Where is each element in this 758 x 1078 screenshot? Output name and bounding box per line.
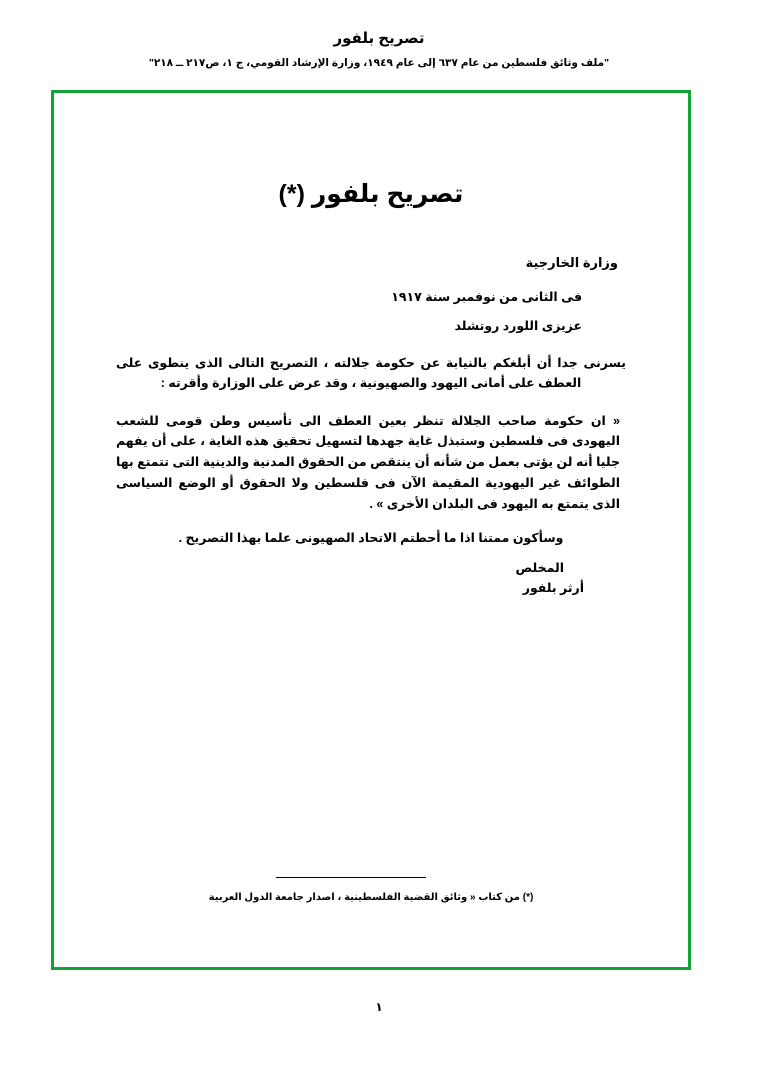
- signature-block: [116, 559, 590, 598]
- frame-inner-border: [63, 100, 679, 960]
- green-page-frame: [51, 90, 691, 970]
- ministry-label: وزارة الخارجية: [525, 255, 618, 270]
- document-header: [0, 0, 758, 70]
- footnote-area: [64, 877, 678, 903]
- paragraph-closing: وسأكون ممتنا اذا ما أحطتم الاتحاد الصهيونى علما بهذا التصريح .: [178, 531, 564, 546]
- document-main-title: تصريح بلفور (*): [278, 180, 464, 208]
- footnote-text: (*) من كتاب « وثائق القضية الفلسطينية ، اصدار جامعة الدول العربية: [208, 892, 534, 903]
- page-number: ١: [375, 1000, 383, 1014]
- footnote-divider: [276, 877, 426, 878]
- date-line: فى الثانى من نوفمبر سنة ١٩١٧: [391, 290, 582, 304]
- paragraph-declaration-quote: « ان حكومة صاحب الجلالة تنظر بعين العطف الى تأسيس وطن قومى للشعب اليهودى فى فلسطين وستبذل غاية جهدها لتسهيل تحقيق هذه الغاية ، على أن يفهم جليا أنه لن يؤتى بعمل من شأنه أن ينتقص من الحقوق المدنية والدينية التى تتمتع بها الطوائف غير اليهودية المقيمة الآن فى فلسطين ولا الحقوق أو الوضع السياسى الذى يتمتع به اليهود فى البلدان الأخرى » .: [116, 413, 620, 511]
- paragraph-intro: يسرنى جدا أن أبلغكم بالنيابة عن حكومة جلالته ، التصريح التالى الذى ينطوى على العطف على أمانى اليهود والصهيونية ، وقد عرض على الوزارة وأقرته :: [116, 356, 626, 391]
- salutation-line: عزيزى اللورد روتشلد: [454, 319, 582, 333]
- header-title: تصريح بلفور: [333, 30, 425, 47]
- document-body: [64, 101, 678, 598]
- header-source-citation: "ملف وثائق فلسطين من عام ٦٣٧ إلى عام ١٩٤٩، وزارة الإرشاد القومي، ج ١، ص٢١٧ ــ ٢١٨": [148, 57, 610, 69]
- signature-salutation: المخلص: [515, 561, 564, 576]
- signature-name: أرثر بلفور: [522, 580, 584, 595]
